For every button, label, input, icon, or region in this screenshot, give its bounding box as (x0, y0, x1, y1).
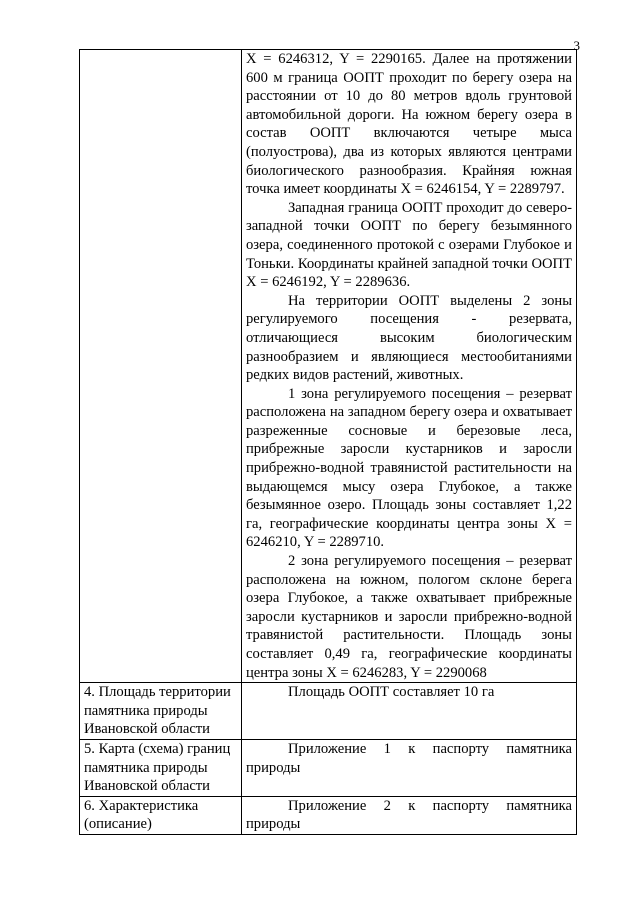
table-row-map (80, 739, 577, 796)
table-row-continuation (80, 50, 577, 683)
paragraph-zones-intro: На территории ООПТ выделены 2 зоны регулируемого посещения - резервата, отличающиеся высоким биологическим разнообразием и являющиеся местообитаниями редких видов растений, животных. (246, 292, 572, 384)
characteristics-text: Приложение 2 к паспорту памятника природы (246, 797, 572, 833)
map-text: Приложение 1 к паспорту памятника природы (246, 740, 572, 776)
page-number: 3 (573, 38, 580, 53)
row-label-area: 4. Площадь территории памятника природы Ивановской области (80, 683, 242, 740)
paragraph-south-boundary: X = 6246312, Y = 2290165. Далее на протяжении 600 м граница ООПТ проходит по берегу озера на расстоянии от 10 до 80 метров вдоль грунтовой автомобильной дороги. На южном берегу озера в состав ООПТ включаются четыре мыса (полуострова), два из которых являются центрами биологического разнообразия. Крайняя южная точка имеет координаты X = 6246154, Y = 2289797. (246, 51, 572, 198)
table-row-characteristics (80, 796, 577, 834)
content-cell-boundary-description (242, 50, 577, 683)
row-content-characteristics (242, 796, 577, 834)
label-cell-empty (80, 50, 242, 683)
paragraph-west-boundary: Западная граница ООПТ проходит до северо-западной точки ООПТ по берегу безымянного озера, соединенного протокой с озерами Глубокое и Тоньки. Координаты крайней западной точки ООПТ X = 6246192, Y = 2289636. (246, 199, 572, 291)
passport-table (79, 49, 577, 835)
paragraph-zone-2: 2 зона регулируемого посещения – резерват расположена на южном, пологом склоне берега озера Глубокое, а также охватывает прибрежные заросли кустарников и заросли прибрежно-водной травянистой растительности. Площадь зоны составляет 0,49 га, географические координаты центра зоны X = 6246283, Y = 2290068 (246, 553, 572, 681)
area-text: Площадь ООПТ составляет 10 га (288, 684, 495, 701)
row-label-map: 5. Карта (схема) границ памятника природы Ивановской области (80, 739, 242, 796)
row-content-area (242, 683, 577, 740)
row-label-characteristics: 6. Характеристика (описание) (80, 796, 242, 834)
table-row-area (80, 683, 577, 740)
paragraph-zone-1: 1 зона регулируемого посещения – резерват расположена на западном берегу озера и охватывает разреженные сосновые и березовые леса, прибрежные заросли кустарников и заросли прибрежно-водной травянистой растительности на выдающемся мысу озера Глубокое, а также безымянное озеро. Площадь зоны составляет 1,22 га, географические координаты центра зоны X = 6246210, Y = 2289710. (246, 385, 572, 551)
row-content-map (242, 739, 577, 796)
